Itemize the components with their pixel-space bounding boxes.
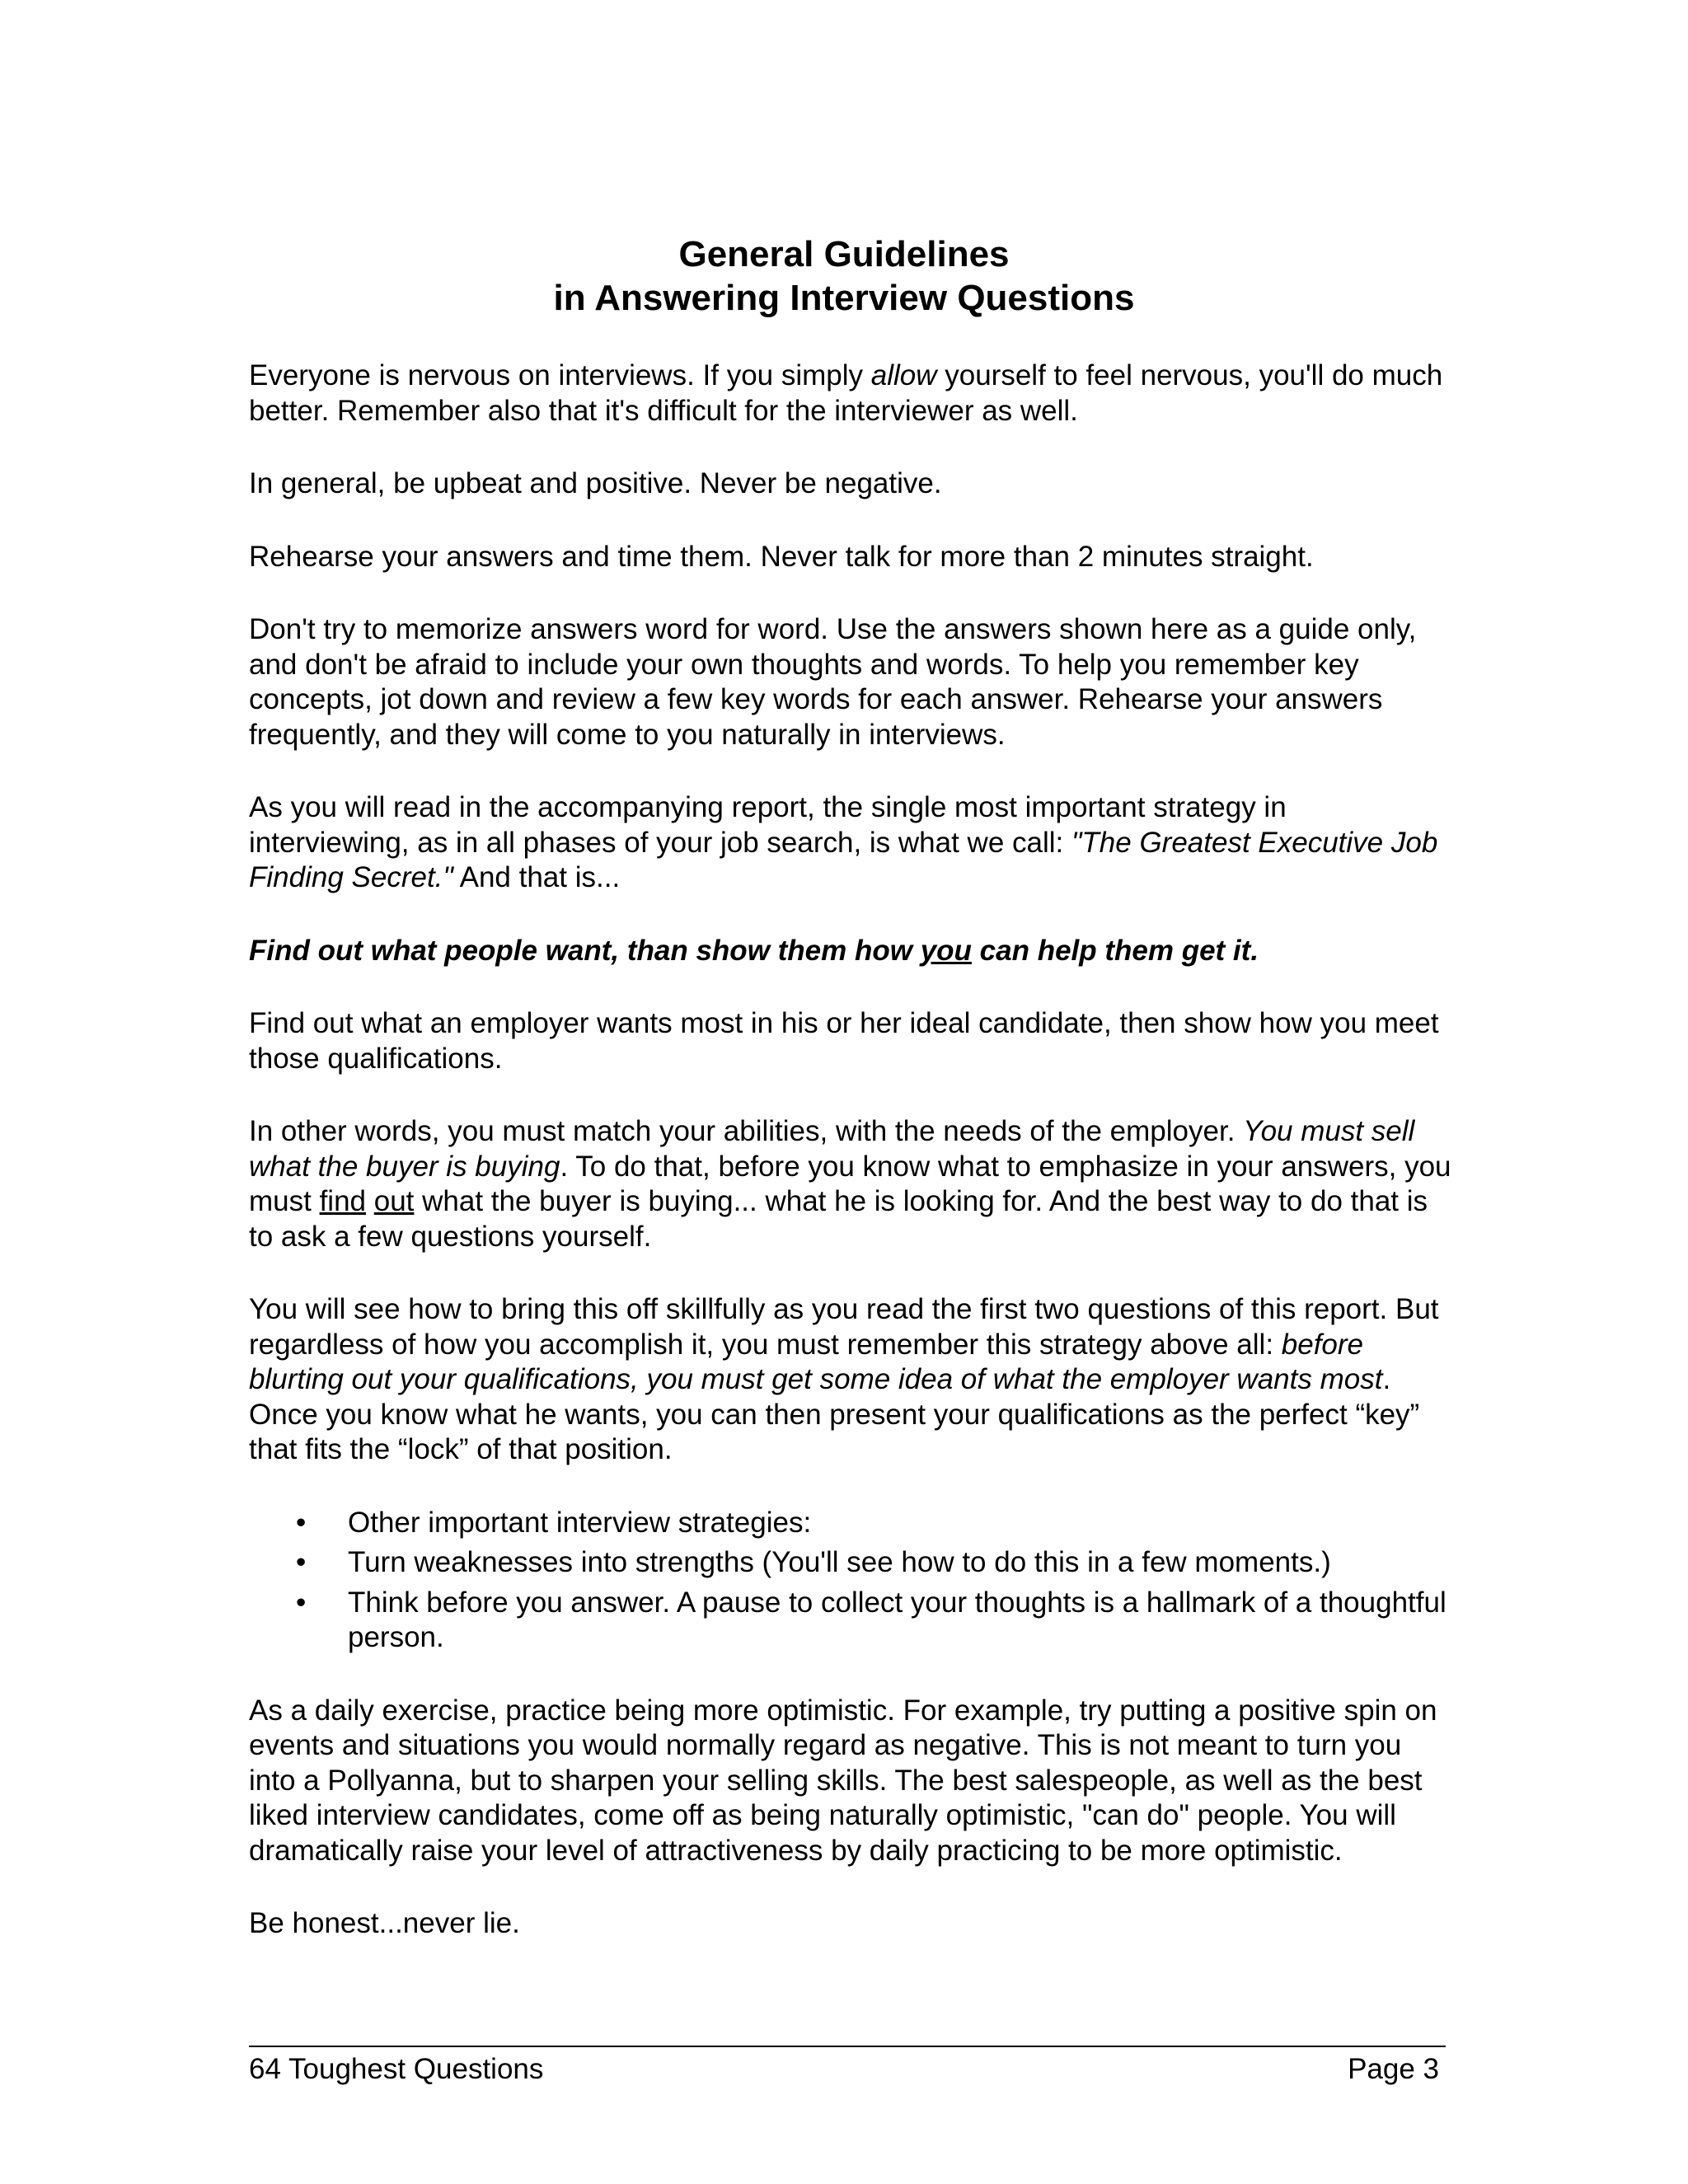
paragraph-memorize: Don't try to memorize answers word for word. Use the answers shown here as a guide only, and don't be afraid to include your own thoughts and words. To help you remember key concepts, jot down and review a few key words for each answer. Rehearse your answers frequently, and they will come to you naturally in interviews. <box>249 613 1417 751</box>
title-line-2: in Answering Interview Questions <box>553 278 1135 318</box>
italic-run: before blurting out your qualifications, you must get some idea of what the employer wants most <box>249 1328 1383 1395</box>
page-title <box>0 232 1688 320</box>
paragraph-match-abilities <box>249 1114 1452 1254</box>
underlined-run: out <box>373 1185 415 1217</box>
list-item: • Think before you answer. A pause to collect your thoughts is a hallmark of a thoughtful person. <box>348 1586 1452 1656</box>
body-text <box>249 359 1452 1980</box>
paragraph-honest: Be honest...never lie. <box>249 1907 520 1939</box>
paragraph-nervous <box>249 359 1452 429</box>
underlined-run: you <box>920 934 972 967</box>
italic-run: allow <box>870 359 937 391</box>
text-run: As you will read in the accompanying report, the single most important strategy in interviewing, as in all phases of your job search, is what we call: <box>249 791 1287 859</box>
title-line-1: General Guidelines <box>678 234 1010 274</box>
strategies-list <box>249 1506 1452 1656</box>
text-run: . To do that, before you know what to emphasize in your answers, you must <box>249 1150 1451 1217</box>
text-run: Find out what people want, than show them how <box>249 934 921 967</box>
paragraph-upbeat: In general, be upbeat and positive. Never be negative. <box>249 467 942 499</box>
paragraph-rehearse: Rehearse your answers and time them. Never talk for more than 2 minutes straight. <box>249 540 1314 573</box>
text-run: You will see how to bring this off skillfully as you read the first two questions of this report. But regardless of how you accomplish it, you must remember this strategy above all: <box>249 1293 1439 1361</box>
footer-divider <box>249 2046 1446 2047</box>
list-item: • Turn weaknesses into strengths (You'll see how to do this in a few moments.) <box>348 1545 1452 1581</box>
text-run: Everyone is nervous on interviews. If you simply <box>249 359 871 391</box>
text-run: . Once you know what he wants, you can then present your qualifications as the perfect “key” that fits the “lock” of that position. <box>249 1363 1420 1465</box>
text-run: And that is... <box>452 861 621 893</box>
list-item: • Other important interview strategies: <box>348 1506 1452 1541</box>
text-run: can help them get it. <box>971 934 1259 967</box>
underlined-run: find <box>319 1185 367 1217</box>
page-number: Page 3 <box>1348 2053 1439 2085</box>
paragraph-key-secret <box>249 934 1452 969</box>
text-run <box>366 1185 374 1217</box>
paragraph-employer-wants: Find out what an employer wants most in his or her ideal candidate, then show how you meet those qualifications. <box>249 1007 1439 1075</box>
paragraph-optimistic: As a daily exercise, practice being more optimistic. For example, try putting a positive spin on events and situations you would normally regard as negative. This is not meant to turn you into a Pollyanna, but to sharpen your selling skills. The best salespeople, as well as the best liked interview candidates, come off as being naturally optimistic, "can do" people. You will dramatically raise your level of attractiveness by daily practicing to be more optimistic. <box>249 1694 1437 1867</box>
italic-run: "The Greatest Executive Job Finding Secret." <box>249 826 1438 893</box>
text-run: yourself to feel nervous, you'll do much better. Remember also that it's difficult for the interviewer as well. <box>249 359 1443 427</box>
paragraph-skillfully <box>249 1292 1452 1468</box>
paragraph-strategy <box>249 790 1452 896</box>
footer-title: 64 Toughest Questions <box>249 2053 544 2085</box>
italic-run: You must sell what the buyer is buying <box>249 1115 1415 1183</box>
text-run: what the buyer is buying... what he is looking for. And the best way to do that is to ask a few questions yourself. <box>249 1185 1428 1253</box>
text-run: In other words, you must match your abilities, with the needs of the employer. <box>249 1115 1244 1147</box>
